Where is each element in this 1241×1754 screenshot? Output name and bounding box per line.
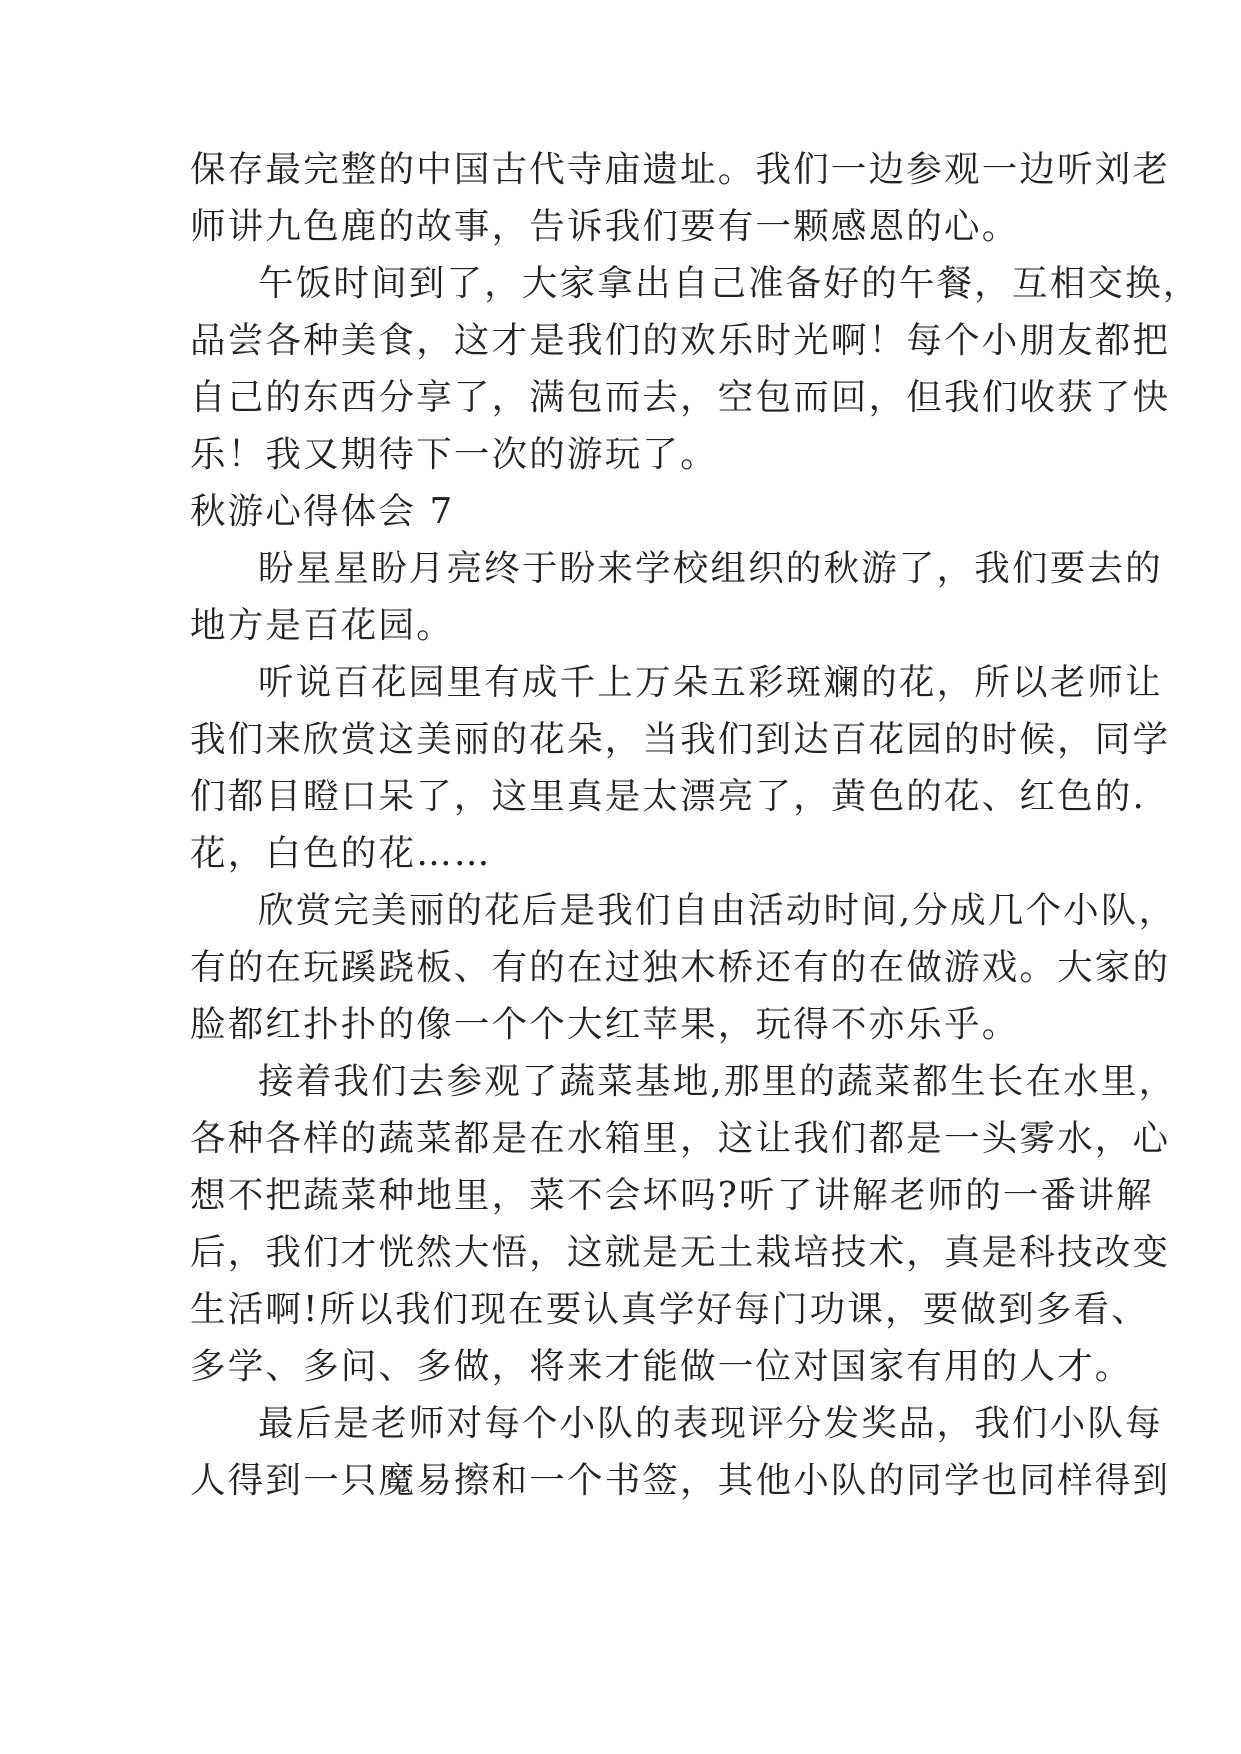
text-line: 地方是百花园。 bbox=[190, 605, 454, 646]
text-line: 花，白色的花…… bbox=[190, 833, 492, 874]
paragraph-first-line: 欣赏完美丽的花后是我们自由活动时间,分成几个小队， bbox=[258, 890, 1177, 931]
text-line: 想不把蔬菜种地里，菜不会坏吗?听了讲解老师的一番讲解 bbox=[190, 1175, 1154, 1216]
text-line: 师讲九色鹿的故事，告诉我们要有一颗感恩的心。 bbox=[190, 206, 1020, 247]
paragraph-first-line: 最后是老师对每个小队的表现评分发奖品，我们小队每 bbox=[258, 1403, 1163, 1444]
text-line: 多学、多问、多做，将来才能做一位对国家有用的人才。 bbox=[190, 1346, 1133, 1387]
paragraph-first-line: 盼星星盼月亮终于盼来学校组织的秋游了，我们要去的 bbox=[258, 548, 1163, 589]
text-line: 品尝各种美食，这才是我们的欢乐时光啊！每个小朋友都把 bbox=[190, 320, 1171, 361]
paragraph-first-line: 接着我们去参观了蔬菜基地,那里的蔬菜都生长在水里， bbox=[258, 1061, 1177, 1102]
text-line: 脸都红扑扑的像一个个大红苹果，玩得不亦乐乎。 bbox=[190, 1004, 1020, 1045]
text-line: 人得到一只魔易擦和一个书签，其他小队的同学也同样得到 bbox=[190, 1460, 1171, 1501]
text-line: 后，我们才恍然大悟，这就是无土栽培技术，真是科技改变 bbox=[190, 1232, 1171, 1273]
section-heading: 秋游心得体会 7 bbox=[190, 491, 455, 532]
text-line: 自己的东西分享了，满包而去，空包而回，但我们收获了快 bbox=[190, 377, 1171, 418]
text-line: 乐！我又期待下一次的游玩了。 bbox=[190, 434, 718, 475]
text-line: 保存最完整的中国古代寺庙遗址。我们一边参观一边听刘老 bbox=[190, 149, 1171, 190]
text-line: 各种各样的蔬菜都是在水箱里，这让我们都是一头雾水，心 bbox=[190, 1118, 1171, 1159]
paragraph-first-line: 午饭时间到了，大家拿出自己准备好的午餐，互相交换， bbox=[258, 263, 1201, 304]
paragraph-first-line: 听说百花园里有成千上万朵五彩斑斓的花，所以老师让 bbox=[258, 662, 1163, 703]
text-line: 我们来欣赏这美丽的花朵，当我们到达百花园的时候，同学 bbox=[190, 719, 1171, 760]
text-line: 生活啊!所以我们现在要认真学好每门功课，要做到多看、 bbox=[190, 1289, 1149, 1330]
text-line: 们都目瞪口呆了，这里真是太漂亮了，黄色的花、红色的. bbox=[190, 776, 1146, 817]
text-line: 有的在玩蹊跷板、有的在过独木桥还有的在做游戏。大家的 bbox=[190, 947, 1171, 988]
